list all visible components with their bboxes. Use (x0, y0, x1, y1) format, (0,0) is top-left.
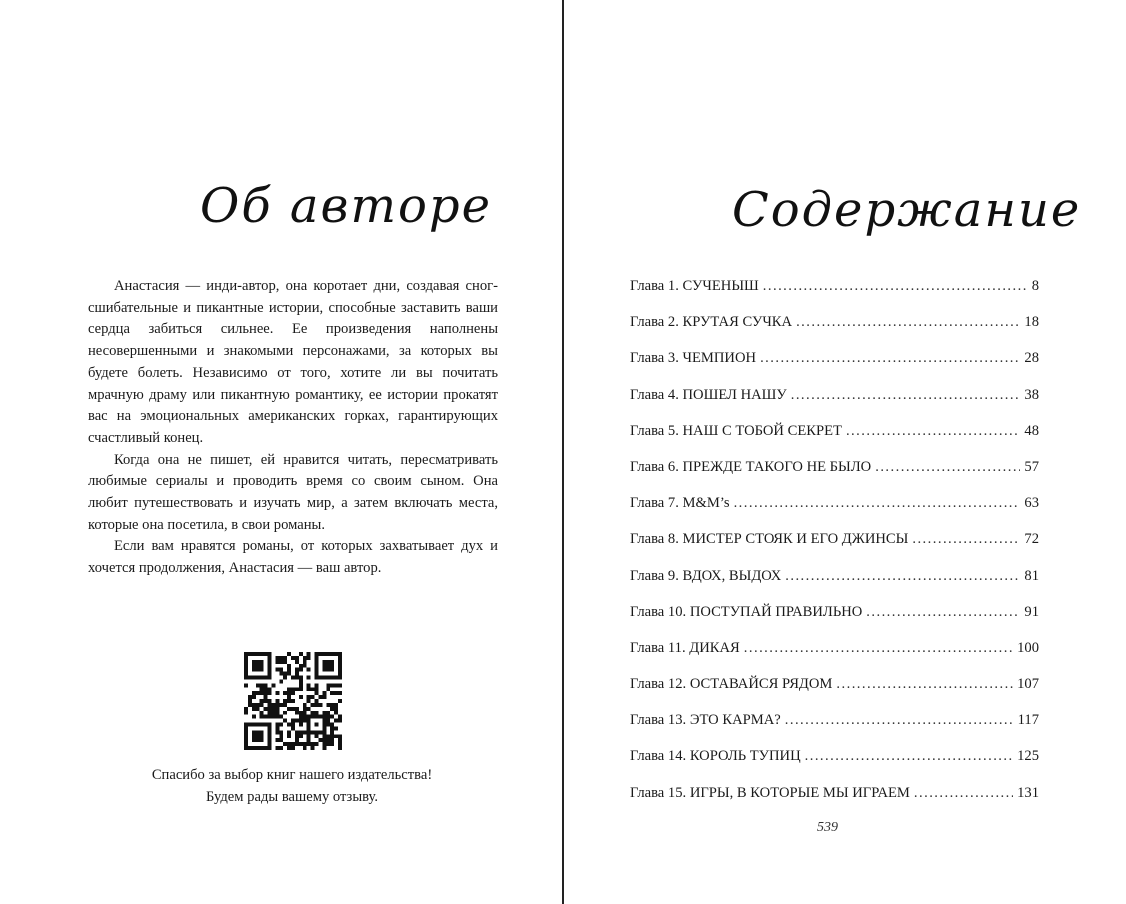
toc-entry-label: Глава 13. ЭТО КАРМА? (630, 712, 781, 729)
toc-entry-label: Глава 5. НАШ С ТОБОЙ СЕКРЕТ (630, 422, 842, 439)
toc-entry-page: 117 (1017, 712, 1039, 729)
toc-entry[interactable] (630, 640, 1039, 676)
about-author-title: Об авторе (200, 178, 493, 234)
thanks-note (112, 765, 472, 808)
toc-leader-dots (785, 712, 1014, 729)
toc-entry-page: 63 (1024, 495, 1039, 512)
thanks-line: Спасибо за выбор книг нашего издательства! (151, 767, 433, 783)
toc-entry[interactable] (630, 423, 1039, 459)
toc-entry[interactable] (630, 712, 1039, 748)
toc-entry-label: Глава 6. ПРЕЖДЕ ТАКОГО НЕ БЫЛО (630, 458, 872, 475)
toc-leader-dots (763, 278, 1028, 295)
bio-paragraph: Когда она не пишет, ей нравится читать, пересматривать любимые сериалы и проводить время со своим сыном. Она любит путешествовать и изучать мир, а затем включать места, которые она посетила, в свои романы. (88, 451, 498, 533)
toc-entry[interactable] (630, 387, 1039, 423)
toc-entry-label: Глава 8. МИСТЕР СТОЯК И ЕГО ДЖИНСЫ (630, 531, 909, 548)
toc-leader-dots (785, 568, 1020, 585)
toc-entry-label: Глава 11. ДИКАЯ (630, 639, 740, 656)
table-of-contents (630, 278, 1039, 821)
toc-leader-dots (744, 640, 1013, 657)
toc-entry-label: Глава 3. ЧЕМПИОН (630, 350, 757, 367)
toc-entry-label: Глава 4. ПОШЕЛ НАШУ (630, 386, 787, 403)
toc-entry-page: 91 (1024, 603, 1039, 620)
toc-entry-label: Глава 10. ПОСТУПАЙ ПРАВИЛЬНО (630, 603, 863, 620)
toc-entry-label: Глава 1. СУЧЕНЫШ (630, 278, 759, 294)
toc-entry[interactable] (630, 314, 1039, 350)
toc-entry[interactable] (630, 568, 1039, 604)
toc-entry-page: 8 (1031, 278, 1039, 294)
toc-entry-page: 38 (1024, 386, 1039, 403)
author-bio (88, 276, 498, 580)
toc-entry-label: Глава 2. КРУТАЯ СУЧКА (630, 314, 793, 331)
toc-entry[interactable] (630, 278, 1039, 314)
toc-entry[interactable] (630, 748, 1039, 784)
toc-entry-label: Глава 14. КОРОЛЬ ТУПИЦ (630, 748, 801, 765)
toc-leader-dots (846, 423, 1020, 440)
toc-entry[interactable] (630, 495, 1039, 531)
toc-leader-dots (734, 495, 1021, 512)
toc-entry-page: 107 (1017, 676, 1039, 693)
toc-entry-page: 57 (1024, 458, 1039, 475)
bio-paragraph: Если вам нравятся романы, от которых захватывает дух и хочется продолжения, Анастасия — ваш автор. (88, 538, 498, 577)
toc-entry-page: 131 (1017, 784, 1039, 801)
left-page (0, 0, 562, 904)
toc-entry[interactable] (630, 350, 1039, 386)
toc-entry[interactable] (630, 604, 1039, 640)
contents-title: Содержание (732, 182, 1082, 238)
toc-entry[interactable] (630, 676, 1039, 712)
toc-entry-label: Глава 15. ИГРЫ, В КОТОРЫЕ МЫ ИГРАЕМ (630, 784, 910, 801)
toc-entry[interactable] (630, 785, 1039, 821)
toc-leader-dots (796, 314, 1020, 331)
toc-leader-dots (791, 387, 1021, 404)
toc-leader-dots (805, 748, 1013, 765)
toc-entry-page: 100 (1017, 639, 1039, 656)
toc-leader-dots (866, 604, 1020, 621)
right-page (564, 0, 1126, 904)
toc-leader-dots (914, 785, 1013, 802)
toc-entry[interactable] (630, 459, 1039, 495)
toc-entry-page: 18 (1024, 314, 1039, 331)
toc-leader-dots (760, 350, 1020, 367)
toc-entry-label: Глава 7. M&M’s (630, 495, 730, 512)
toc-entry[interactable] (630, 531, 1039, 567)
bio-paragraph: Анастасия — инди-автор, она коротает дни, создавая сногсшибательные и пикантные истории, способные заставить ваши сердца забиться сильнее. Ее произведения наполнены несовершенными и знакомыми персонажами, за которых вы будете болеть. Независимо от того, хотите ли вы почитать мрачную драму или пикантную романтику, ее истории прокатят вас на эмоциональных американских горках, гарантирующих счастливый конец. (88, 278, 498, 446)
toc-entry-page: 72 (1024, 531, 1039, 548)
toc-entry-page: 48 (1024, 422, 1039, 439)
page-number: 539 (817, 820, 838, 835)
toc-leader-dots (875, 459, 1020, 476)
toc-entry-page: 81 (1024, 567, 1039, 584)
toc-leader-dots (836, 676, 1013, 693)
toc-entry-label: Глава 12. ОСТАВАЙСЯ РЯДОМ (630, 676, 833, 693)
toc-entry-page: 28 (1024, 350, 1039, 367)
toc-entry-label: Глава 9. ВДОХ, ВЫДОХ (630, 567, 782, 584)
qr-code-icon[interactable] (244, 652, 342, 750)
thanks-line: Будем рады вашему отзыву. (205, 788, 378, 805)
toc-leader-dots (912, 531, 1020, 548)
toc-entry-page: 125 (1017, 748, 1039, 765)
